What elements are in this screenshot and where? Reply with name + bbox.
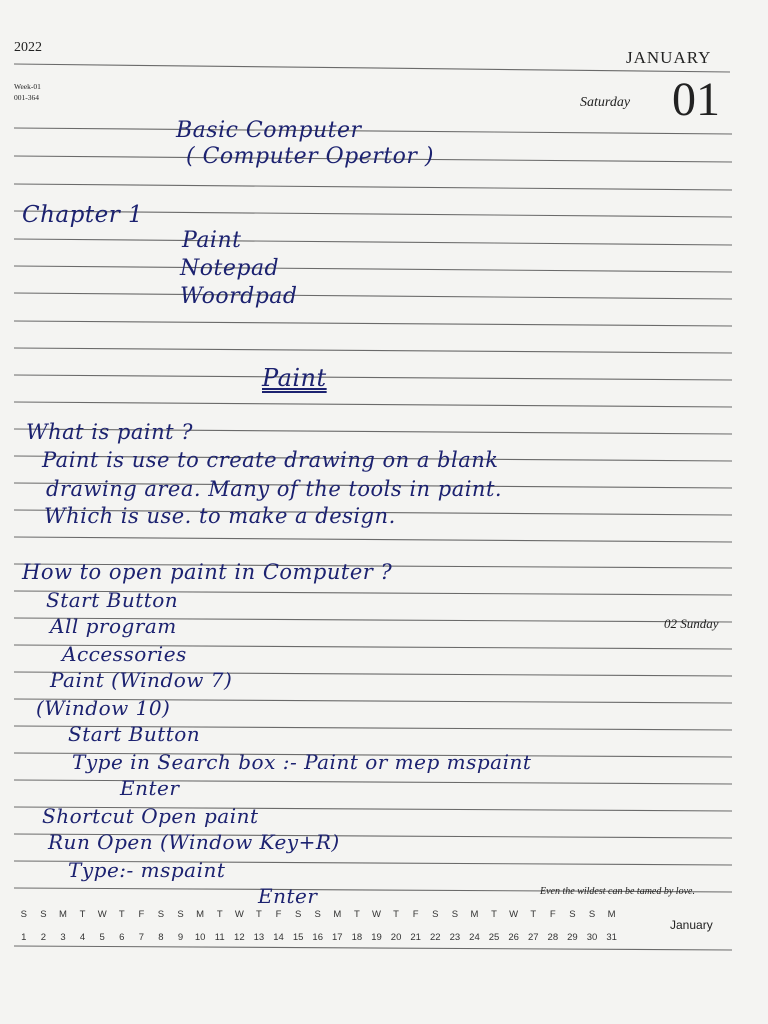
calendar-weekday: S [157,909,165,920]
step-item: Start Button [68,722,201,746]
calendar-weekday: M [333,909,342,920]
calendar-day: 4 [79,932,86,943]
notes-title-line2: ( Computer Opertor ) [186,144,434,169]
chapter-item: Paint [182,228,242,253]
calendar-weekday: T [491,909,497,920]
weekday-label: Saturday [580,95,631,110]
calendar-weekday: W [509,909,519,920]
calendar-day: 5 [99,932,105,943]
calendar-weekday: T [353,909,360,920]
calendar-day: 7 [138,932,144,943]
calendar-day: 15 [292,932,304,943]
calendar-day: 28 [547,932,559,943]
calendar-weekday: M [196,909,205,920]
calendar-weekday: T [79,909,86,920]
step-item: Type:- mspaint [68,858,226,882]
step-item: Paint (Window 7) [50,668,233,692]
year-label: 2022 [14,40,42,55]
calendar-day: 1 [21,932,27,943]
step-item: Accessories [62,642,187,666]
answer-line: Paint is use to create drawing on a blank [42,448,499,472]
calendar-weekday: T [118,909,125,920]
calendar-day: 8 [158,932,164,943]
notes-title-line1: Basic Computer [176,118,362,143]
answer-line: drawing area. Many of the tools in paint. [46,477,503,501]
section-heading: Paint [262,364,327,392]
calendar-weekday: F [275,909,282,920]
calendar-weekday: S [294,909,302,920]
side-date-label: 02 Sunday [664,616,719,631]
calendar-weekday: M [59,909,67,920]
calendar-weekday: W [234,909,244,920]
calendar-day: 12 [234,932,245,943]
chapter-item: Notepad [180,256,280,281]
calendar-day-row [14,932,621,943]
calendar-weekday: F [138,909,145,920]
calendar-day: 16 [312,932,323,943]
calendar-day: 26 [508,932,519,943]
calendar-day: 25 [488,932,500,943]
calendar-weekday: W [97,909,107,920]
calendar-weekday: W [372,909,381,920]
month-label: JANUARY [626,48,712,67]
step-item: All program [50,614,177,638]
calendar-weekday: T [530,909,537,920]
day-of-year-label: 001-364 [14,93,39,102]
calendar-weekday: S [451,909,459,920]
calendar-weekday: T [216,909,223,920]
calendar-day: 21 [410,932,421,943]
calendar-day: 22 [429,932,441,943]
calendar-weekday: M [470,909,479,920]
calendar-day: 20 [390,932,402,943]
calendar-day: 24 [469,932,480,943]
calendar-day: 30 [586,932,598,943]
week-label: Week-01 [14,82,41,91]
step-item: Shortcut Open paint [42,804,259,828]
calendar-weekday: T [256,909,262,920]
question-what-is-paint: What is paint ? [26,420,193,444]
step-item: Run Open (Window Key+R) [48,830,340,854]
calendar-weekday: S [177,909,184,920]
calendar-weekday: F [412,909,419,920]
step-item: (Window 10) [36,696,171,720]
calendar-weekday: S [40,909,47,920]
step-item: Start Button [46,588,179,612]
calendar-day: 11 [214,932,225,943]
answer-line: Which is use. to make a design. [44,504,396,528]
calendar-day: 31 [606,932,617,943]
calendar-day: 27 [527,932,539,943]
calendar-day: 6 [119,932,125,943]
calendar-weekday: S [432,909,439,920]
calendar-weekday: T [393,909,399,920]
step-item: Type in Search box :- Paint or mep mspaint [72,750,532,774]
calendar-weekday: S [588,909,596,920]
calendar-day: 19 [371,932,382,943]
step-item: Enter [120,776,180,800]
chapter-heading: Chapter 1 [22,202,144,228]
calendar-day: 2 [40,932,47,943]
quote-text: Even the wildest can be tamed by love. [540,886,695,897]
calendar-day: 9 [177,932,184,943]
calendar-day: 13 [253,932,265,943]
calendar-day: 18 [351,932,363,943]
calendar-day: 23 [449,932,461,943]
calendar-day: 10 [194,932,206,943]
step-item: Enter [258,884,318,908]
calendar-weekday: M [607,909,616,920]
calendar-day: 29 [567,932,578,943]
date-number: 01 [672,73,720,126]
chapter-item: Woordpad [180,284,298,309]
calendar-month-label: January [670,918,713,932]
question-how-to-open: How to open paint in Computer ? [22,560,393,584]
calendar-weekday-row [14,909,621,920]
calendar-day: 17 [332,932,343,943]
calendar-weekday: F [549,909,556,920]
calendar-weekday: S [569,909,576,920]
calendar-weekday: S [314,909,321,920]
calendar-weekday: S [20,909,27,920]
calendar-day: 3 [60,932,66,943]
calendar-day: 14 [273,932,284,943]
